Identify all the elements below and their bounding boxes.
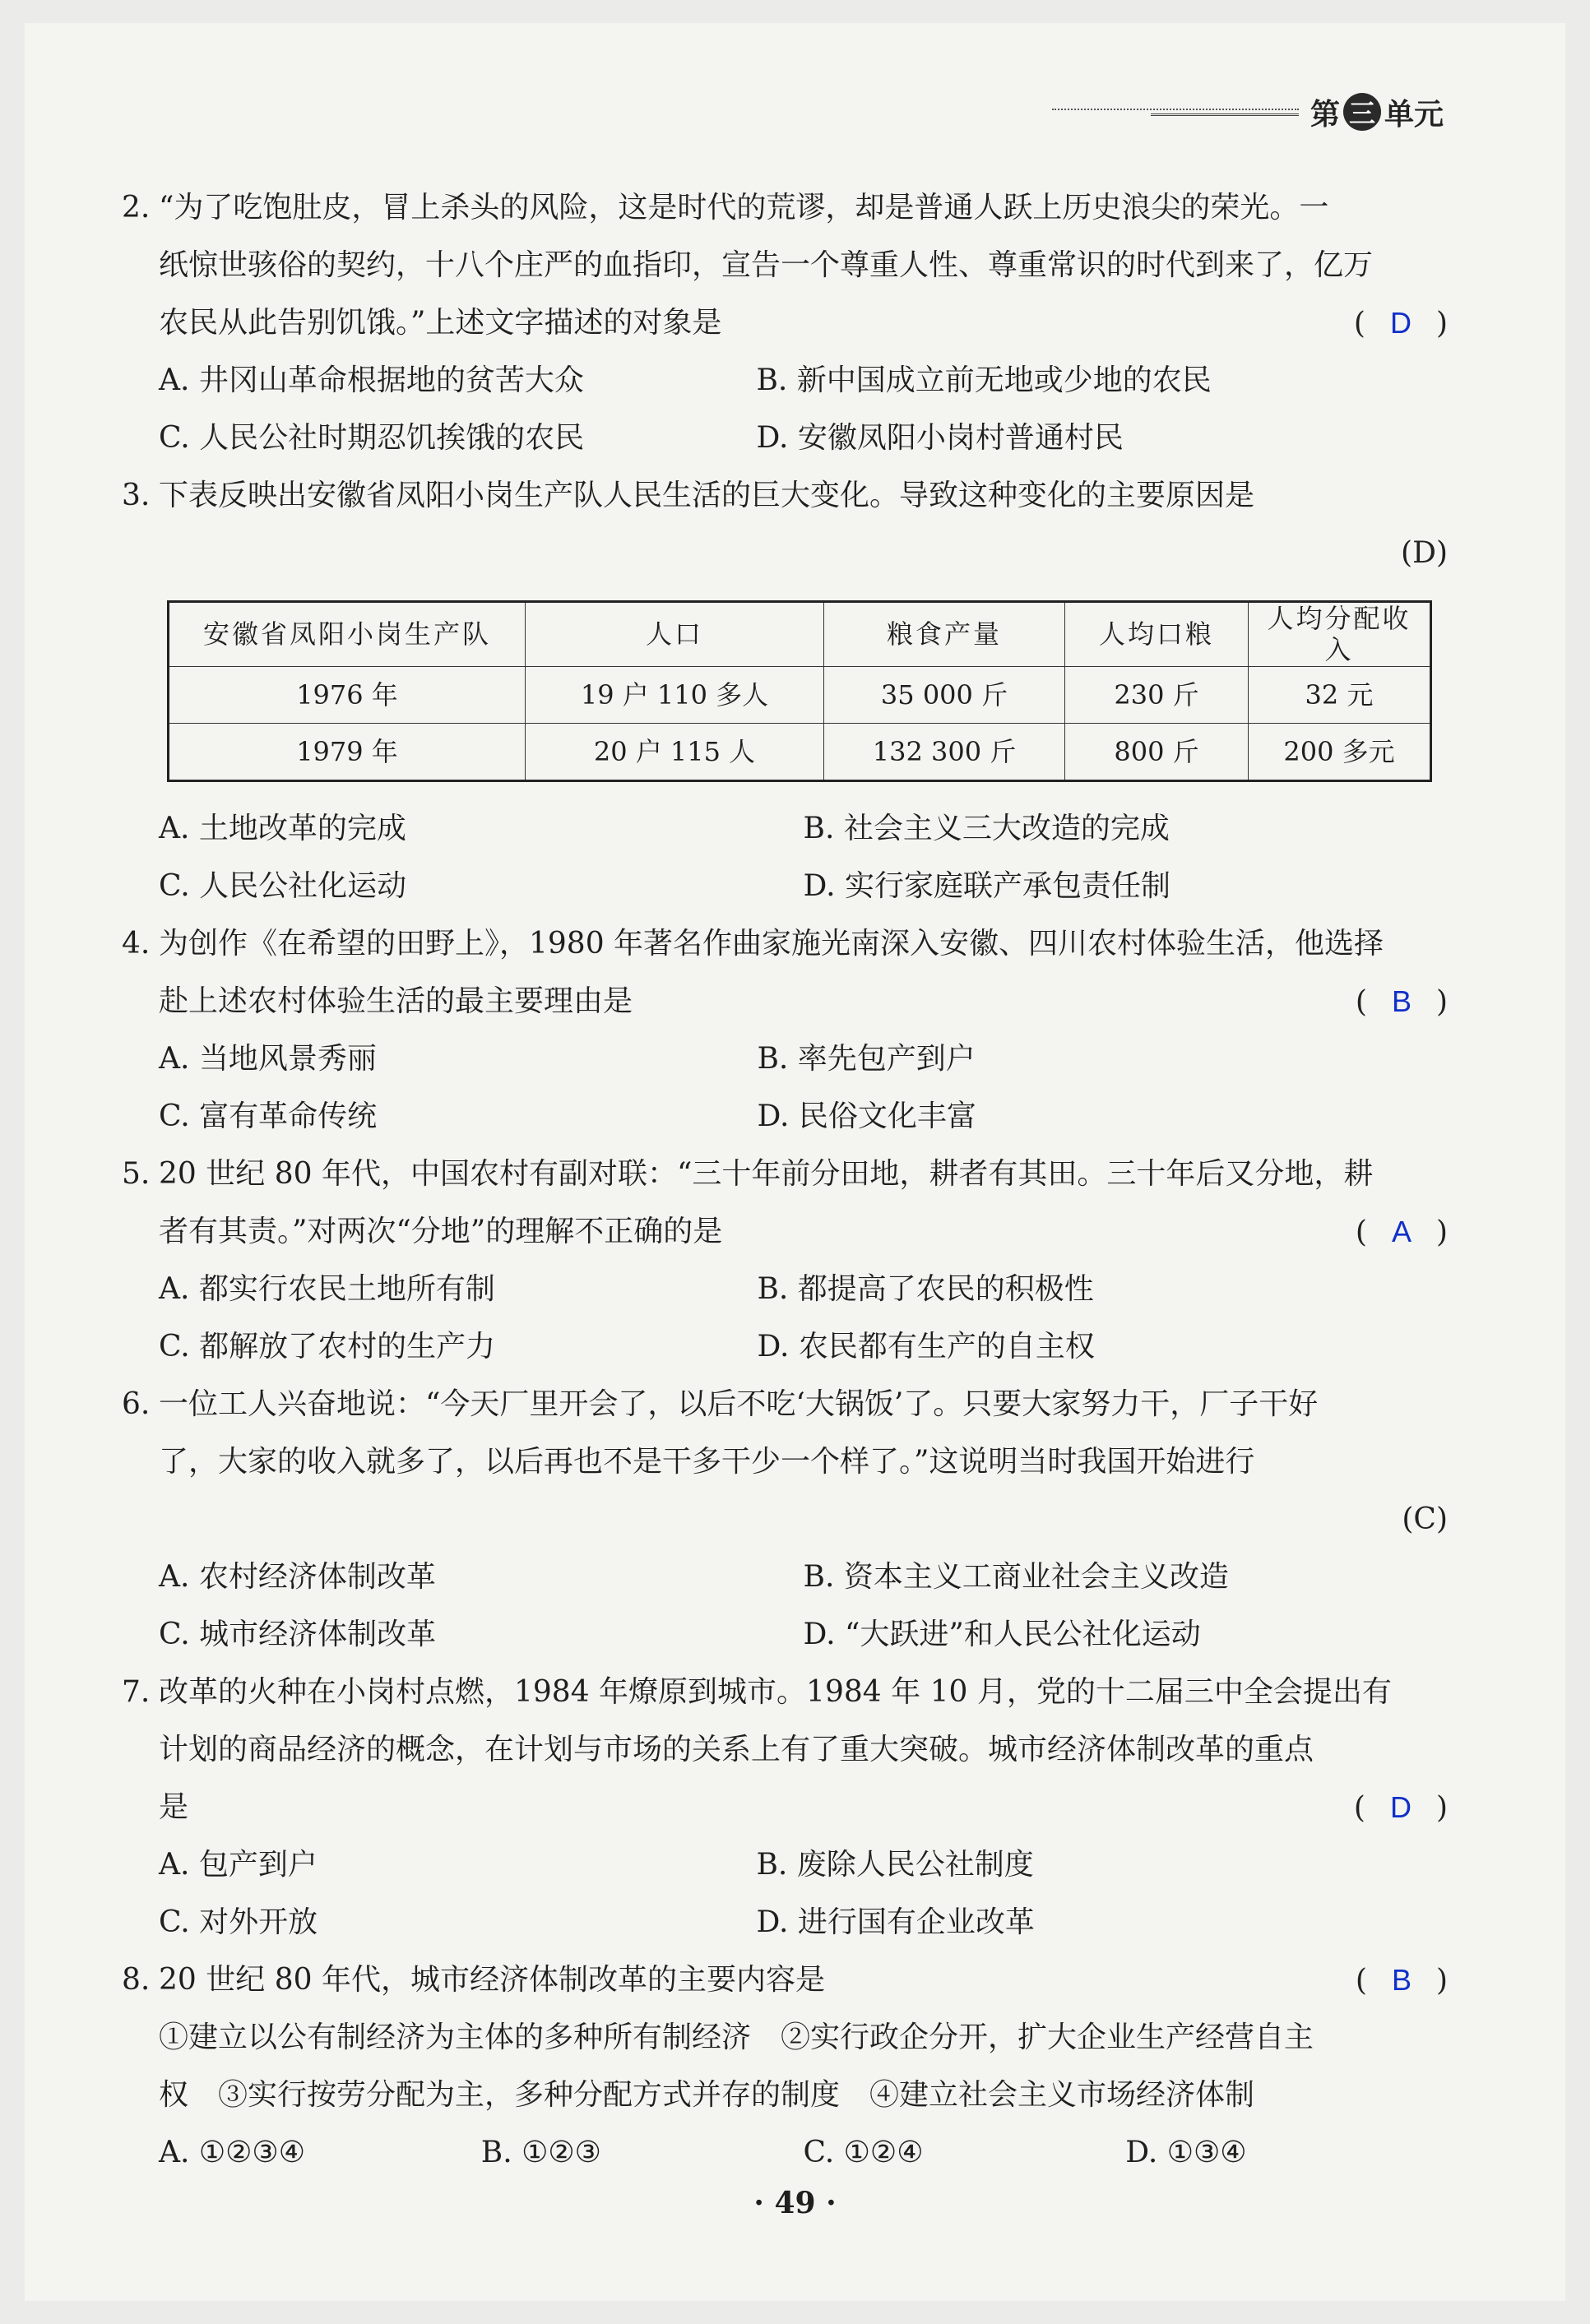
option-c: C. 富有革命传统 [159,1099,378,1133]
answer-bracket: ( D ) [1353,1789,1448,1825]
options [122,1836,1354,1951]
table-cell: 35 000 斤 [824,666,1065,723]
table-cell: 1979 年 [169,723,526,780]
answer-bracket: (D) [1401,536,1448,570]
option-a: A. 土地改革的完成 [159,811,406,845]
stem-line: “为了吃饱肚皮，冒上杀头的风险，这是时代的荒谬，却是普通人跃上历史浪尖的荣光。一 [159,191,1329,225]
question-number: 6. [122,1387,151,1421]
data-table [167,600,1432,782]
table-cell: 32 元 [1249,666,1431,723]
option-d: D. 农民都有生产的自主权 [757,1329,1095,1363]
question-number: 8. [122,1962,151,1997]
table-header-cell: 人均分配收入 [1249,602,1431,667]
stem-line: 下表反映出安徽省凤阳小岗生产队人民生活的巨大变化。导致这种变化的主要原因是 [159,479,1255,512]
options [122,1549,1448,1664]
option-c: C. 都解放了农村的生产力 [159,1329,496,1363]
table-header-cell: 人口 [526,602,824,667]
question-3 [122,467,1448,915]
option-b: B. ①②③ [480,2135,601,2169]
question-8 [122,1951,1448,2182]
option-b: B. 新中国成立前无地或少地的农民 [756,363,1212,397]
table-header-cell: 人均口粮 [1065,602,1249,667]
question-number: 2. [122,191,151,225]
answer-letter: B [1391,1962,1412,1997]
option-c: C. 人民公社时期忍饥挨饿的农民 [159,421,585,455]
option-c: C. 城市经济体制改革 [159,1617,437,1651]
page-number: · 49 · [753,2186,837,2220]
question-6 [122,1376,1448,1664]
question-number: 5. [122,1156,151,1191]
option-d: D. “大跃进”和人民公社化运动 [803,1617,1201,1651]
option-d: D. 安徽凤阳小岗村普通村民 [756,421,1124,455]
answer-letter: D [1389,1789,1412,1824]
option-b: B. 社会主义三大改造的完成 [803,811,1170,845]
option-d: D. 实行家庭联产承包责任制 [803,868,1170,903]
answer-bracket: ( D ) [1353,306,1448,340]
answer-letter: D [1412,536,1436,570]
option-a: A. 都实行农民土地所有制 [159,1271,495,1306]
stem-line: 为创作《在希望的田野上》，1980 年著名作曲家施光南深入安徽、四川农村体验生活，他选择 [159,926,1384,961]
stem-line: 了，大家的收入就多了，以后再也不是干多干少一个样了。”这说明当时我国开始进行 [159,1444,1255,1479]
table-cell: 230 斤 [1065,666,1249,723]
stem-line: 计划的商品经济的概念，在计划与市场的关系上有了重大突破。城市经济体制改革的重点 [159,1732,1314,1766]
question-stem [122,179,1448,352]
stem-line: 纸惊世骇俗的契约，十八个庄严的血指印，宣告一个尊重人性、尊重常识的时代到来了，亿万 [159,248,1374,282]
stem-line: 权 ③实行按劳分配为主，多种分配方式并存的制度 ④建立社会主义市场经济体制 [159,2077,1255,2112]
answer-letter: A [1391,1214,1412,1248]
question-stem [122,915,1448,1030]
header-rule [1052,106,1299,118]
question-7 [122,1664,1448,1951]
question-stem [122,1951,1448,2124]
question-list [122,179,1448,2182]
option-c: C. ①②④ [803,2135,924,2169]
option-a: A. 当地风景秀丽 [159,1041,377,1076]
question-5 [122,1146,1448,1376]
table-cell: 20 户 115 人 [526,723,824,780]
question-2 [122,179,1448,467]
table-header-cell: 粮食产量 [824,602,1065,667]
stem-line: 者有其责。”对两次“分地”的理解不正确的是 [159,1214,723,1248]
option-d: D. ①③④ [1125,2135,1247,2169]
stem-line: 20 世纪 80 年代，中国农村有副对联：“三十年前分田地，耕者有其田。三十年后又分地，耕 [159,1156,1374,1191]
stem-line: 20 世纪 80 年代，城市经济体制改革的主要内容是 [159,1962,825,1997]
stem-line: 赴上述农村体验生活的最主要理由是 [159,984,633,1018]
option-a: A. 农村经济体制改革 [159,1559,436,1594]
options [122,1261,1356,1376]
option-d: D. 民俗文化丰富 [757,1099,976,1133]
stem-line: 改革的火种在小岗村点燃，1984 年燎原到城市。1984 年 10 月，党的十二届三中全会提出有 [159,1674,1392,1709]
question-4 [122,915,1448,1146]
option-b: B. 都提高了农民的积极性 [757,1271,1094,1306]
answer-bracket: ( B ) [1355,984,1448,1019]
option-b: B. 资本主义工商业社会主义改造 [803,1559,1229,1594]
answer-bracket: ( A ) [1355,1214,1448,1249]
table-row [169,723,1431,780]
table-cell: 19 户 110 多人 [526,666,824,723]
table-row [169,666,1431,723]
question-stem [122,467,1448,582]
stem-line: 是 [159,1789,189,1824]
option-c: C. 对外开放 [159,1905,318,1939]
table-header-row [169,602,1431,667]
unit-header [1052,90,1444,133]
question-stem [122,1664,1448,1836]
question-number: 7. [122,1674,151,1709]
option-b: B. 率先包产到户 [757,1041,976,1076]
option-a: A. 包产到户 [159,1847,318,1882]
question-stem [122,1376,1448,1549]
question-number: 3. [122,479,151,512]
answer-letter: C [1413,1502,1436,1536]
options [122,352,1354,467]
stem-line: 农民从此告别饥饿。”上述文字描述的对象是 [159,306,722,340]
question-stem [122,1146,1448,1261]
options [122,800,1448,915]
table-cell: 800 斤 [1065,723,1249,780]
options [122,2124,1448,2182]
options [122,1030,1356,1146]
unit-number-circle: 三 [1343,93,1381,131]
answer-letter: D [1389,306,1412,340]
unit-prefix: 第 [1310,96,1340,132]
question-number: 4. [122,926,151,961]
stem-line: 一位工人兴奋地说：“今天厂里开会了，以后不吃‘大锅饭’了。只要大家努力干，厂子干好 [159,1387,1319,1421]
option-d: D. 进行国有企业改革 [756,1905,1035,1939]
table-cell: 200 多元 [1249,723,1431,780]
table-cell: 132 300 斤 [824,723,1065,780]
option-a: A. ①②③④ [159,2135,305,2169]
option-b: B. 废除人民公社制度 [756,1847,1034,1882]
answer-letter: B [1391,984,1412,1018]
stem-line: ①建立以公有制经济为主体的多种所有制经济 ②实行政企分开，扩大企业生产经营自主 [159,2020,1314,2054]
option-a: A. 井冈山革命根据地的贫苦大众 [159,363,584,397]
option-c: C. 人民公社化运动 [159,868,407,903]
table-cell: 1976 年 [169,666,526,723]
table-header-cell: 安徽省凤阳小岗生产队 [169,602,526,667]
unit-suffix: 单元 [1384,96,1444,132]
answer-bracket: ( B ) [1355,1962,1448,1998]
answer-bracket: (C) [1402,1502,1448,1536]
